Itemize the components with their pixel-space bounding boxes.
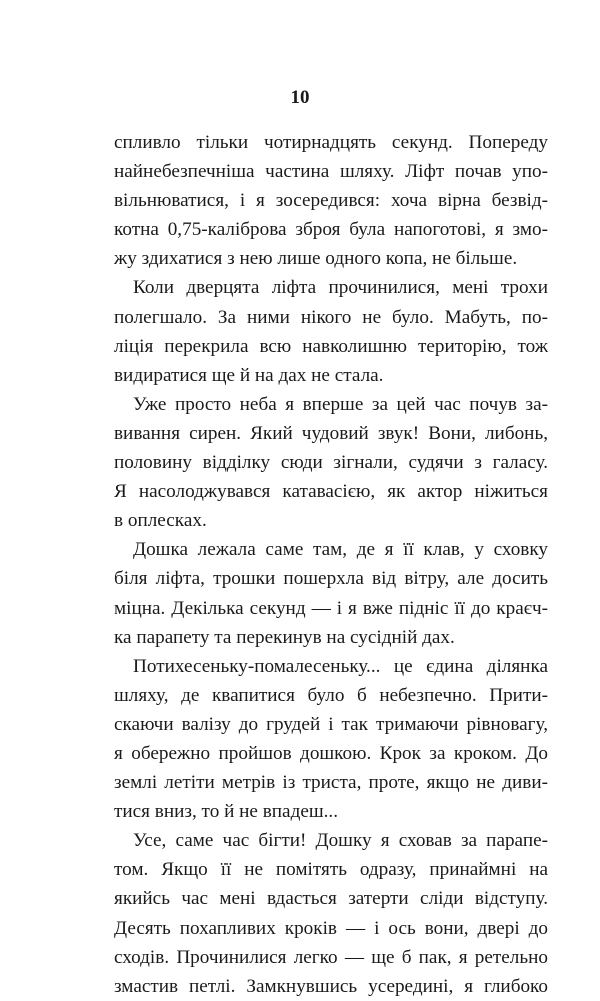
text-line: половину відділку сюди зігнали, судячи з галасу.	[114, 452, 548, 474]
text-line: біля ліфта, трошки пошерхла від вітру, але досить	[114, 568, 548, 590]
text-line: котна 0,75-каліброва зброя була напоготові, я змо-	[114, 219, 548, 241]
text-line: жу здихатися з нею лише одного копа, не більше.	[114, 248, 518, 270]
text-line: вивання сирен. Який чудовий звук! Вони, либонь,	[114, 422, 548, 444]
text-line: скаючи валізу до грудей і так тримаючи рівновагу,	[114, 713, 548, 735]
text-line: ка парапету та перекинув на сусідній дах.	[114, 626, 455, 648]
text-line: спливло тільки чотирнадцять секунд. Попереду	[114, 132, 548, 153]
text-line: Уже просто неба я вперше за цей час почув за-	[133, 393, 548, 415]
text-line: Десять похапливих кроків — і ось вони, двері до	[114, 917, 548, 939]
text-line: тися вниз, то й не впадеш...	[114, 801, 339, 823]
text-line: полегшало. За ними нікого не було. Мабуть, по-	[114, 306, 548, 328]
text-line: я обережно пройшов дошкою. Крок за кроком. До	[114, 742, 548, 764]
text-line: Коли дверцята ліфта прочинилися, мені трохи	[133, 277, 548, 299]
body-text	[114, 128, 548, 1001]
text-line: землі летіти метрів із триста, проте, якщо не диви-	[114, 772, 548, 794]
text-line: Дошка лежала саме там, де я її клав, у сховку	[133, 539, 548, 561]
text-line: найнебезпечніша частина шляху. Ліфт почав упо-	[114, 161, 548, 183]
text-line: міцна. Декілька секунд — і я вже підніс її до краєч-	[114, 597, 548, 619]
text-line: сходів. Прочинилися легко — ще б пак, я ретельно	[114, 946, 548, 968]
text-line: ліція перекрила всю навколишню територію, тож	[114, 335, 548, 357]
text-line: видиратися ще й на дах не стала.	[114, 364, 384, 386]
text-line: шляху, де квапитися було б небезпечно. Прити-	[114, 684, 548, 706]
text-line: Усе, саме час бігти! Дошку я сховав за парапе-	[133, 830, 548, 852]
page-number: 10	[290, 87, 310, 108]
text-line: том. Якщо її не помітять одразу, принаймні на	[114, 859, 548, 881]
text-line: Я насолоджувався катавасією, як актор ніжиться	[114, 481, 548, 503]
text-line: Потихесеньку-помалесеньку... це єдина ділянка	[133, 655, 548, 677]
text-line: якийсь час мені вдасться затерти сліди відступу.	[114, 888, 548, 910]
text-line: змастив петлі. Замкнувшись усередині, я глибоко	[114, 975, 548, 997]
text-line: в оплесках.	[114, 510, 207, 532]
text-line: вільнюватися, і я зосередився: хоча вірна безвід-	[114, 190, 548, 212]
